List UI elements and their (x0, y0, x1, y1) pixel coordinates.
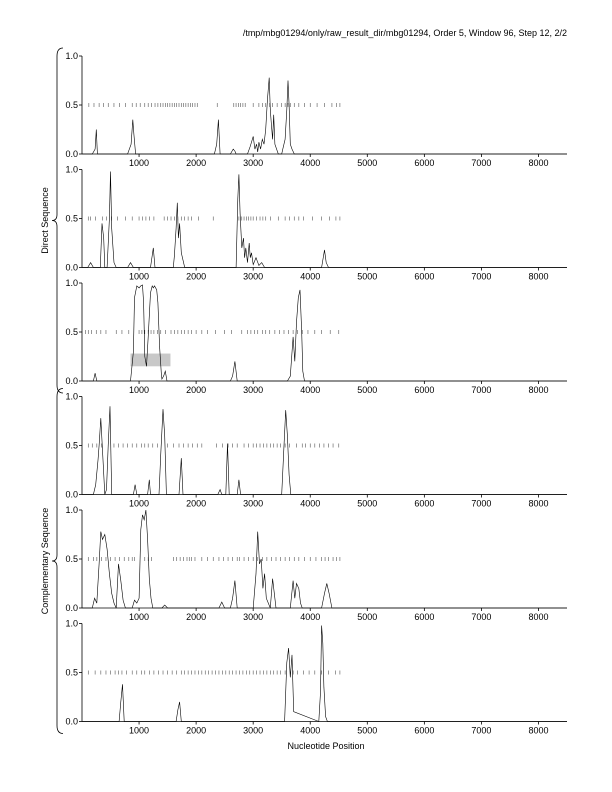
x-tick-label: 3000 (243, 725, 264, 736)
series-line (82, 510, 567, 608)
x-tick-label: 2000 (186, 498, 207, 509)
x-tick-label: 8000 (528, 498, 549, 509)
y-tick-label: 1.0 (65, 278, 78, 288)
x-tick-label: 7000 (471, 612, 492, 622)
x-tick-label: 4000 (300, 725, 321, 736)
y-tick-label: 1.0 (65, 164, 78, 175)
x-tick-label: 5000 (357, 725, 378, 736)
y-tick-label: 1.0 (65, 391, 78, 402)
x-tick-label: 6000 (414, 271, 435, 282)
strand-group-labels (40, 48, 63, 734)
x-tick-label: 8000 (528, 725, 549, 736)
x-tick-label: 2000 (186, 612, 207, 622)
x-tick-label: 7000 (471, 385, 492, 395)
highlight-region (131, 354, 171, 367)
x-tick-label: 5000 (357, 612, 378, 622)
group-label: Direct Sequence (40, 187, 50, 254)
x-tick-label: 4000 (300, 498, 321, 509)
figure-header-text: /tmp/mbg01294/only/raw_result_dir/mbg01294, Order 5, Window 96, Step 12, 2/2 (242, 28, 567, 38)
x-tick-label: 5000 (357, 498, 378, 509)
y-tick-label: 0.0 (65, 489, 78, 500)
x-tick-label: 1000 (129, 498, 150, 509)
x-tick-label: 2000 (186, 385, 207, 395)
panel-4 (65, 392, 567, 509)
x-tick-label: 4000 (300, 271, 321, 282)
x-tick-label: 4000 (300, 385, 321, 395)
y-tick-label: 1.0 (65, 618, 78, 629)
y-tick-label: 1.0 (65, 505, 78, 515)
group-brace (52, 389, 63, 734)
y-tick-label: 0.0 (65, 376, 78, 386)
y-tick-label: 0.0 (65, 149, 78, 159)
x-tick-label: 3000 (243, 498, 264, 509)
x-tick-label: 1000 (129, 725, 150, 736)
panel-1 (65, 51, 567, 168)
y-tick-label: 0.5 (65, 100, 78, 110)
x-tick-label: 1000 (129, 612, 150, 622)
series-line (82, 285, 567, 381)
x-tick-label: 3000 (243, 271, 264, 282)
y-tick-label: 0.5 (65, 213, 78, 224)
y-tick-label: 0.0 (65, 716, 78, 727)
x-tick-label: 7000 (471, 158, 492, 168)
x-tick-label: 8000 (528, 612, 549, 622)
x-tick-label: 1000 (129, 158, 150, 168)
panel-6 (65, 619, 567, 736)
y-tick-label: 0.5 (65, 554, 78, 564)
x-tick-label: 6000 (414, 498, 435, 509)
series-line (82, 406, 567, 494)
y-tick-label: 0.0 (65, 262, 78, 273)
x-tick-label: 4000 (300, 612, 321, 622)
x-tick-label: 6000 (414, 725, 435, 736)
x-tick-label: 2000 (186, 158, 207, 168)
x-tick-label: 1000 (129, 385, 150, 395)
y-tick-label: 0.5 (65, 667, 78, 678)
x-tick-label: 6000 (414, 612, 435, 622)
x-tick-label: 7000 (471, 725, 492, 736)
x-tick-label: 6000 (414, 385, 435, 395)
x-tick-label: 7000 (471, 271, 492, 282)
x-tick-label: 1000 (129, 271, 150, 282)
panel-2 (65, 165, 567, 282)
series-line (82, 626, 567, 722)
x-tick-label: 8000 (528, 158, 549, 168)
x-tick-label: 7000 (471, 498, 492, 509)
x-tick-label: 3000 (243, 158, 264, 168)
x-tick-label: 8000 (528, 385, 549, 395)
series-line (82, 78, 567, 154)
x-tick-label: 5000 (357, 271, 378, 282)
x-tick-label: 5000 (357, 385, 378, 395)
y-tick-label: 0.0 (65, 603, 78, 613)
x-tick-label: 4000 (300, 158, 321, 168)
x-tick-label: 8000 (528, 271, 549, 282)
x-tick-label: 3000 (243, 385, 264, 395)
x-axis-title: Nucleotide Position (287, 741, 365, 751)
x-tick-label: 5000 (357, 158, 378, 168)
panels (65, 51, 567, 736)
y-tick-label: 1.0 (65, 51, 78, 61)
series-line (82, 172, 567, 268)
y-tick-label: 0.5 (65, 440, 78, 451)
y-tick-label: 0.5 (65, 327, 78, 337)
panel-3 (65, 278, 567, 395)
x-tick-label: 3000 (243, 612, 264, 622)
x-tick-label: 2000 (186, 271, 207, 282)
group-brace (52, 48, 63, 393)
x-tick-label: 6000 (414, 158, 435, 168)
group-label: Complementary Sequence (40, 507, 50, 615)
panel-5 (65, 505, 567, 622)
x-tick-label: 2000 (186, 725, 207, 736)
